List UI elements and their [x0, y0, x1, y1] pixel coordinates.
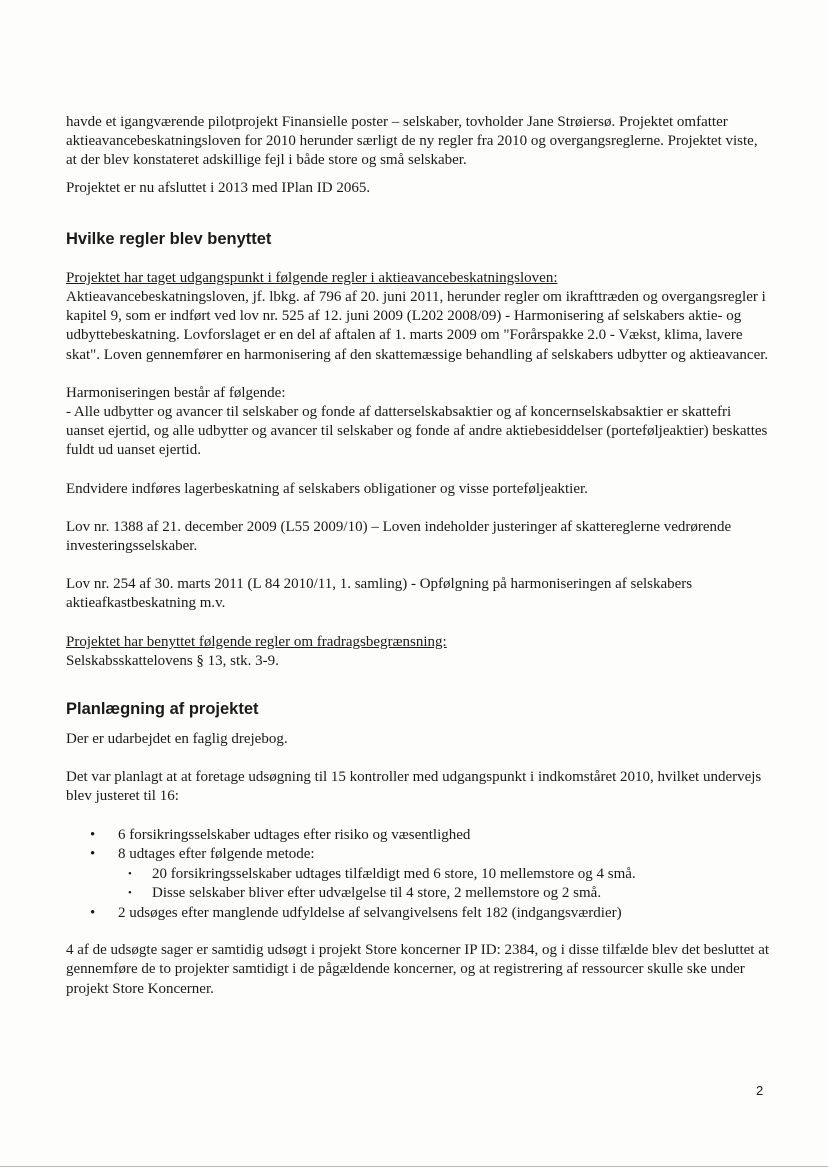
- harmonisation-paragraph: - Alle udbytter og avancer til selskaber og fonde af datterselskabsaktier og af koncernselskabsaktier er skattefri uanset ejertid, og alle udbytter og avancer til selskaber og fonde af andre aktiebesiddelser (porteføljeaktier) beskattes fuldt ud uanset ejertid.: [66, 404, 768, 459]
- selection-bullet-list: [66, 826, 772, 924]
- scan-edge-line: [0, 1166, 828, 1167]
- deduction-rules-underlined: Projektet har benyttet følgende regler om fradragsbegrænsning:: [66, 633, 447, 650]
- rules-paragraph-1: Aktieavancebeskatningsloven, jf. lbkg. af 796 af 20. juni 2011, herunder regler om ikrafttræden og overgangsregler i kapitel 9, som er indført ved lov nr. 525 af 12. juni 2009 (L202 2008/09) - Harmonisering af selskabers aktie- og udbyttebeskatning. Lovforslaget er en del af aftalen af 1. marts 2009 om "Forårspakke 2.0 - Vækst, klima, lavere skat". Loven gennemfører en harmonisering af den skattemæssige behandling af selskabers udbytter og aktieavancer.: [66, 289, 769, 363]
- planning-paragraph-1: Der er udarbejdet en faglig drejebog.: [66, 731, 288, 748]
- planning-paragraph-3: 4 af de udsøgte sager er samtidig udsøgt i projekt Store koncerner IP ID: 2384, og i disse tilfælde blev det besluttet at gennemføre de to projekter samtidigt i de pågældende koncerner, og at registrering af ressourcer skulle ske under projekt Store Koncerner.: [66, 942, 770, 997]
- section-heading-planning: Planlægning af projektet: [66, 700, 259, 719]
- list-item-text: 8 udtages efter følgende metode:: [118, 846, 315, 863]
- planning-paragraph-2: Det var planlagt at at foretage udsøgning til 15 kontroller med udgangspunkt i indkomståret 2010, hvilket undervejs blev justeret til 16:: [66, 769, 762, 805]
- list-item: • 6 forsikringsselskaber udtages efter risiko og væsentlighed: [66, 826, 772, 846]
- harmonisation-title: Harmoniseringen består af følgende:: [66, 384, 286, 401]
- document-page: [66, 113, 772, 999]
- intro-paragraph-2: Projektet er nu afsluttet i 2013 med IPlan ID 2065.: [66, 179, 371, 196]
- list-item: • 2 udsøges efter manglende udfyldelse af selvangivelsens felt 182 (indgangsværdier): [66, 904, 772, 924]
- page-number: 2: [756, 1083, 764, 1098]
- section-heading-rules: Hvilke regler blev benyttet: [66, 229, 272, 248]
- intro-paragraph: havde et igangværende pilotprojekt Finansielle poster – selskaber, tovholder Jane Strøiersø. Projektet omfatter aktieavancebeskatningsloven for 2010 herunder særligt de ny regler fra 2010 og overgangsreglerne. Projektet viste, at der blev konstateret adskillige fejl i både store og små selskaber.: [66, 114, 758, 169]
- list-item: [66, 845, 772, 904]
- sub-list-item: • 20 forsikringsselskaber udtages tilfældigt med 6 store, 10 mellemstore og 4 små.: [66, 865, 772, 885]
- sub-list-item: • Disse selskaber bliver efter udvælgelse til 4 store, 2 mellemstore og 2 små.: [66, 884, 772, 904]
- rules-underlined-intro: Projektet har taget udgangspunkt i følgende regler i aktieavancebeskatningsloven:: [66, 269, 558, 286]
- rules-paragraph-4: Lov nr. 1388 af 21. december 2009 (L55 2009/10) – Loven indeholder justeringer af skattereglerne vedrørende investeringsselskaber.: [66, 518, 732, 555]
- rules-paragraph-3: Endvidere indføres lagerbeskatning af selskabers obligationer og visse porteføljeaktier.: [66, 480, 588, 497]
- rules-paragraph-5: Lov nr. 254 af 30. marts 2011 (L 84 2010/11, 1. samling) - Opfølgning på harmoniseringen af selskabers aktieafkastbeskatning m.v.: [66, 576, 693, 612]
- rules-paragraph-6: Selskabsskattelovens § 13, stk. 3-9.: [66, 652, 279, 669]
- sub-bullet-list: [118, 865, 772, 904]
